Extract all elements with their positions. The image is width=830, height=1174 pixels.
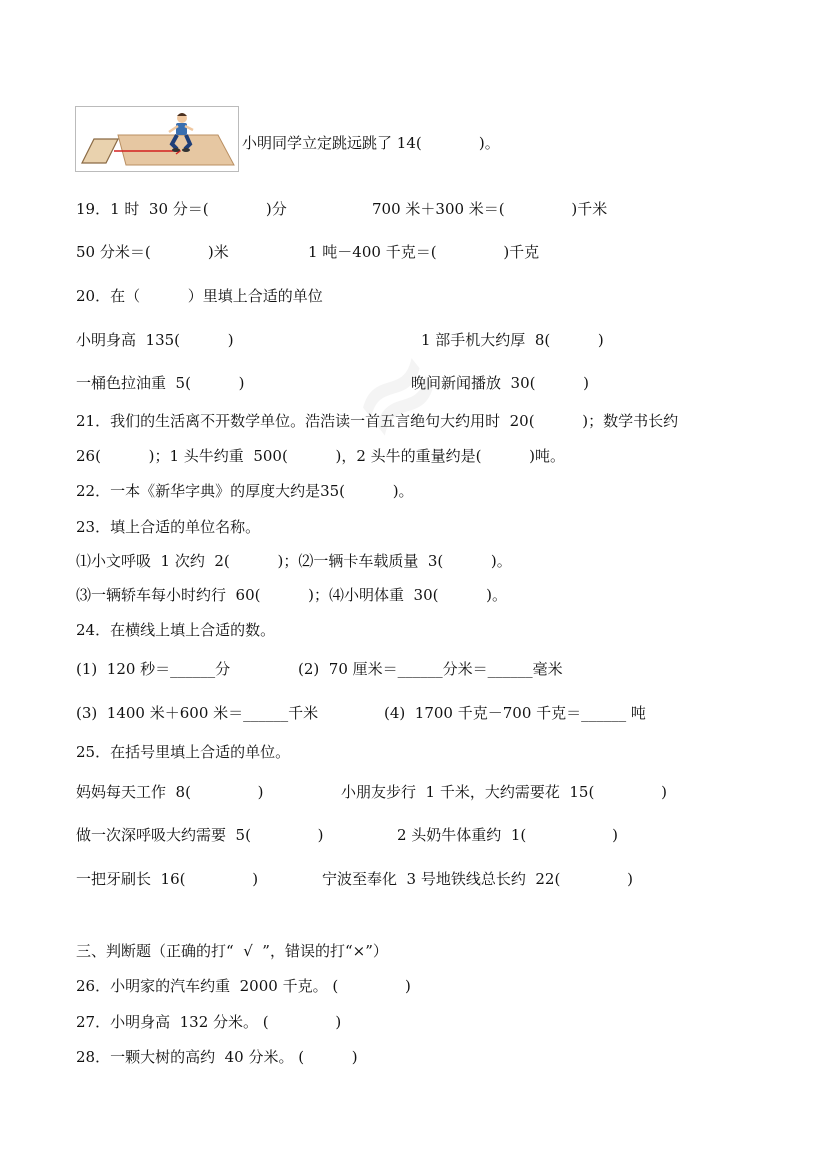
q20-heading: 20．在（ ）里填上合适的单位 bbox=[76, 287, 323, 305]
q24-line1-right: (2) 70 厘米＝______分米＝______毫米 bbox=[298, 660, 563, 678]
q25-line1-left: 妈妈每天工作 8( ) bbox=[76, 783, 264, 801]
q27-line: 27．小明身高 132 分米。 ( ) bbox=[76, 1013, 342, 1031]
q19-line1-right: 700 米＋300 米＝( )千米 bbox=[372, 200, 608, 218]
q20-line2-right: 晚间新闻播放 30( ) bbox=[411, 374, 590, 392]
q25-heading: 25．在括号里填上合适的单位。 bbox=[76, 743, 291, 761]
q19-line2-right: 1 吨－400 千克＝( )千克 bbox=[308, 243, 540, 261]
q20-line2-left: 一桶色拉油重 5( ) bbox=[76, 374, 245, 392]
section-3-heading: 三、判断题（正确的打“ √ ”，错误的打“×”） bbox=[76, 942, 388, 960]
q24-heading: 24．在横线上填上合适的数。 bbox=[76, 621, 276, 639]
q19-line2-left: 50 分米＝( )米 bbox=[76, 243, 229, 261]
q23-line1: ⑴小文呼吸 1 次约 2( )；⑵一辆卡车载质量 3( )。 bbox=[76, 552, 512, 570]
q20-line1-right: 1 部手机大约厚 8( ) bbox=[421, 331, 604, 349]
q25-line1-right: 小朋友步行 1 千米，大约需要花 15( ) bbox=[341, 783, 667, 801]
q25-line3-right: 宁波至奉化 3 号地铁线总长约 22( ) bbox=[322, 870, 633, 888]
q25-line2-left: 做一次深呼吸大约需要 5( ) bbox=[76, 826, 324, 844]
q20-line1-left: 小明身高 135( ) bbox=[76, 331, 234, 349]
long-jump-figure bbox=[75, 106, 239, 172]
q21-line1: 21．我们的生活离不开数学单位。浩浩读一首五言绝句大约用时 20( )；数学书长约 bbox=[76, 412, 679, 430]
figure-caption: 小明同学立定跳远跳了 14( )。 bbox=[242, 134, 500, 152]
long-jump-illustration bbox=[76, 107, 238, 171]
q23-line2: ⑶一辆轿车每小时约行 60( )；⑷小明体重 30( )。 bbox=[76, 586, 508, 604]
q22-line: 22．一本《新华字典》的厚度大约是35( )。 bbox=[76, 482, 414, 500]
q25-line3-left: 一把牙刷长 16( ) bbox=[76, 870, 259, 888]
q19-line1-left: 19．1 时 30 分＝( )分 bbox=[76, 200, 287, 218]
q24-line2-left: (3) 1400 米＋600 米＝______千米 bbox=[76, 704, 319, 722]
q24-line2-right: (4) 1700 千克－700 千克＝______ 吨 bbox=[384, 704, 646, 722]
q26-line: 26．小明家的汽车约重 2000 千克。 ( ) bbox=[76, 977, 411, 995]
q28-line: 28．一颗大树的高约 40 分米。 ( ) bbox=[76, 1048, 358, 1066]
q21-line2: 26( )；1 头牛约重 500( )，2 头牛的重量约是( )吨。 bbox=[76, 447, 566, 465]
q25-line2-right: 2 头奶牛体重约 1( ) bbox=[397, 826, 618, 844]
q23-heading: 23．填上合适的单位名称。 bbox=[76, 518, 261, 536]
q24-line1-left: (1) 120 秒＝______分 bbox=[76, 660, 231, 678]
